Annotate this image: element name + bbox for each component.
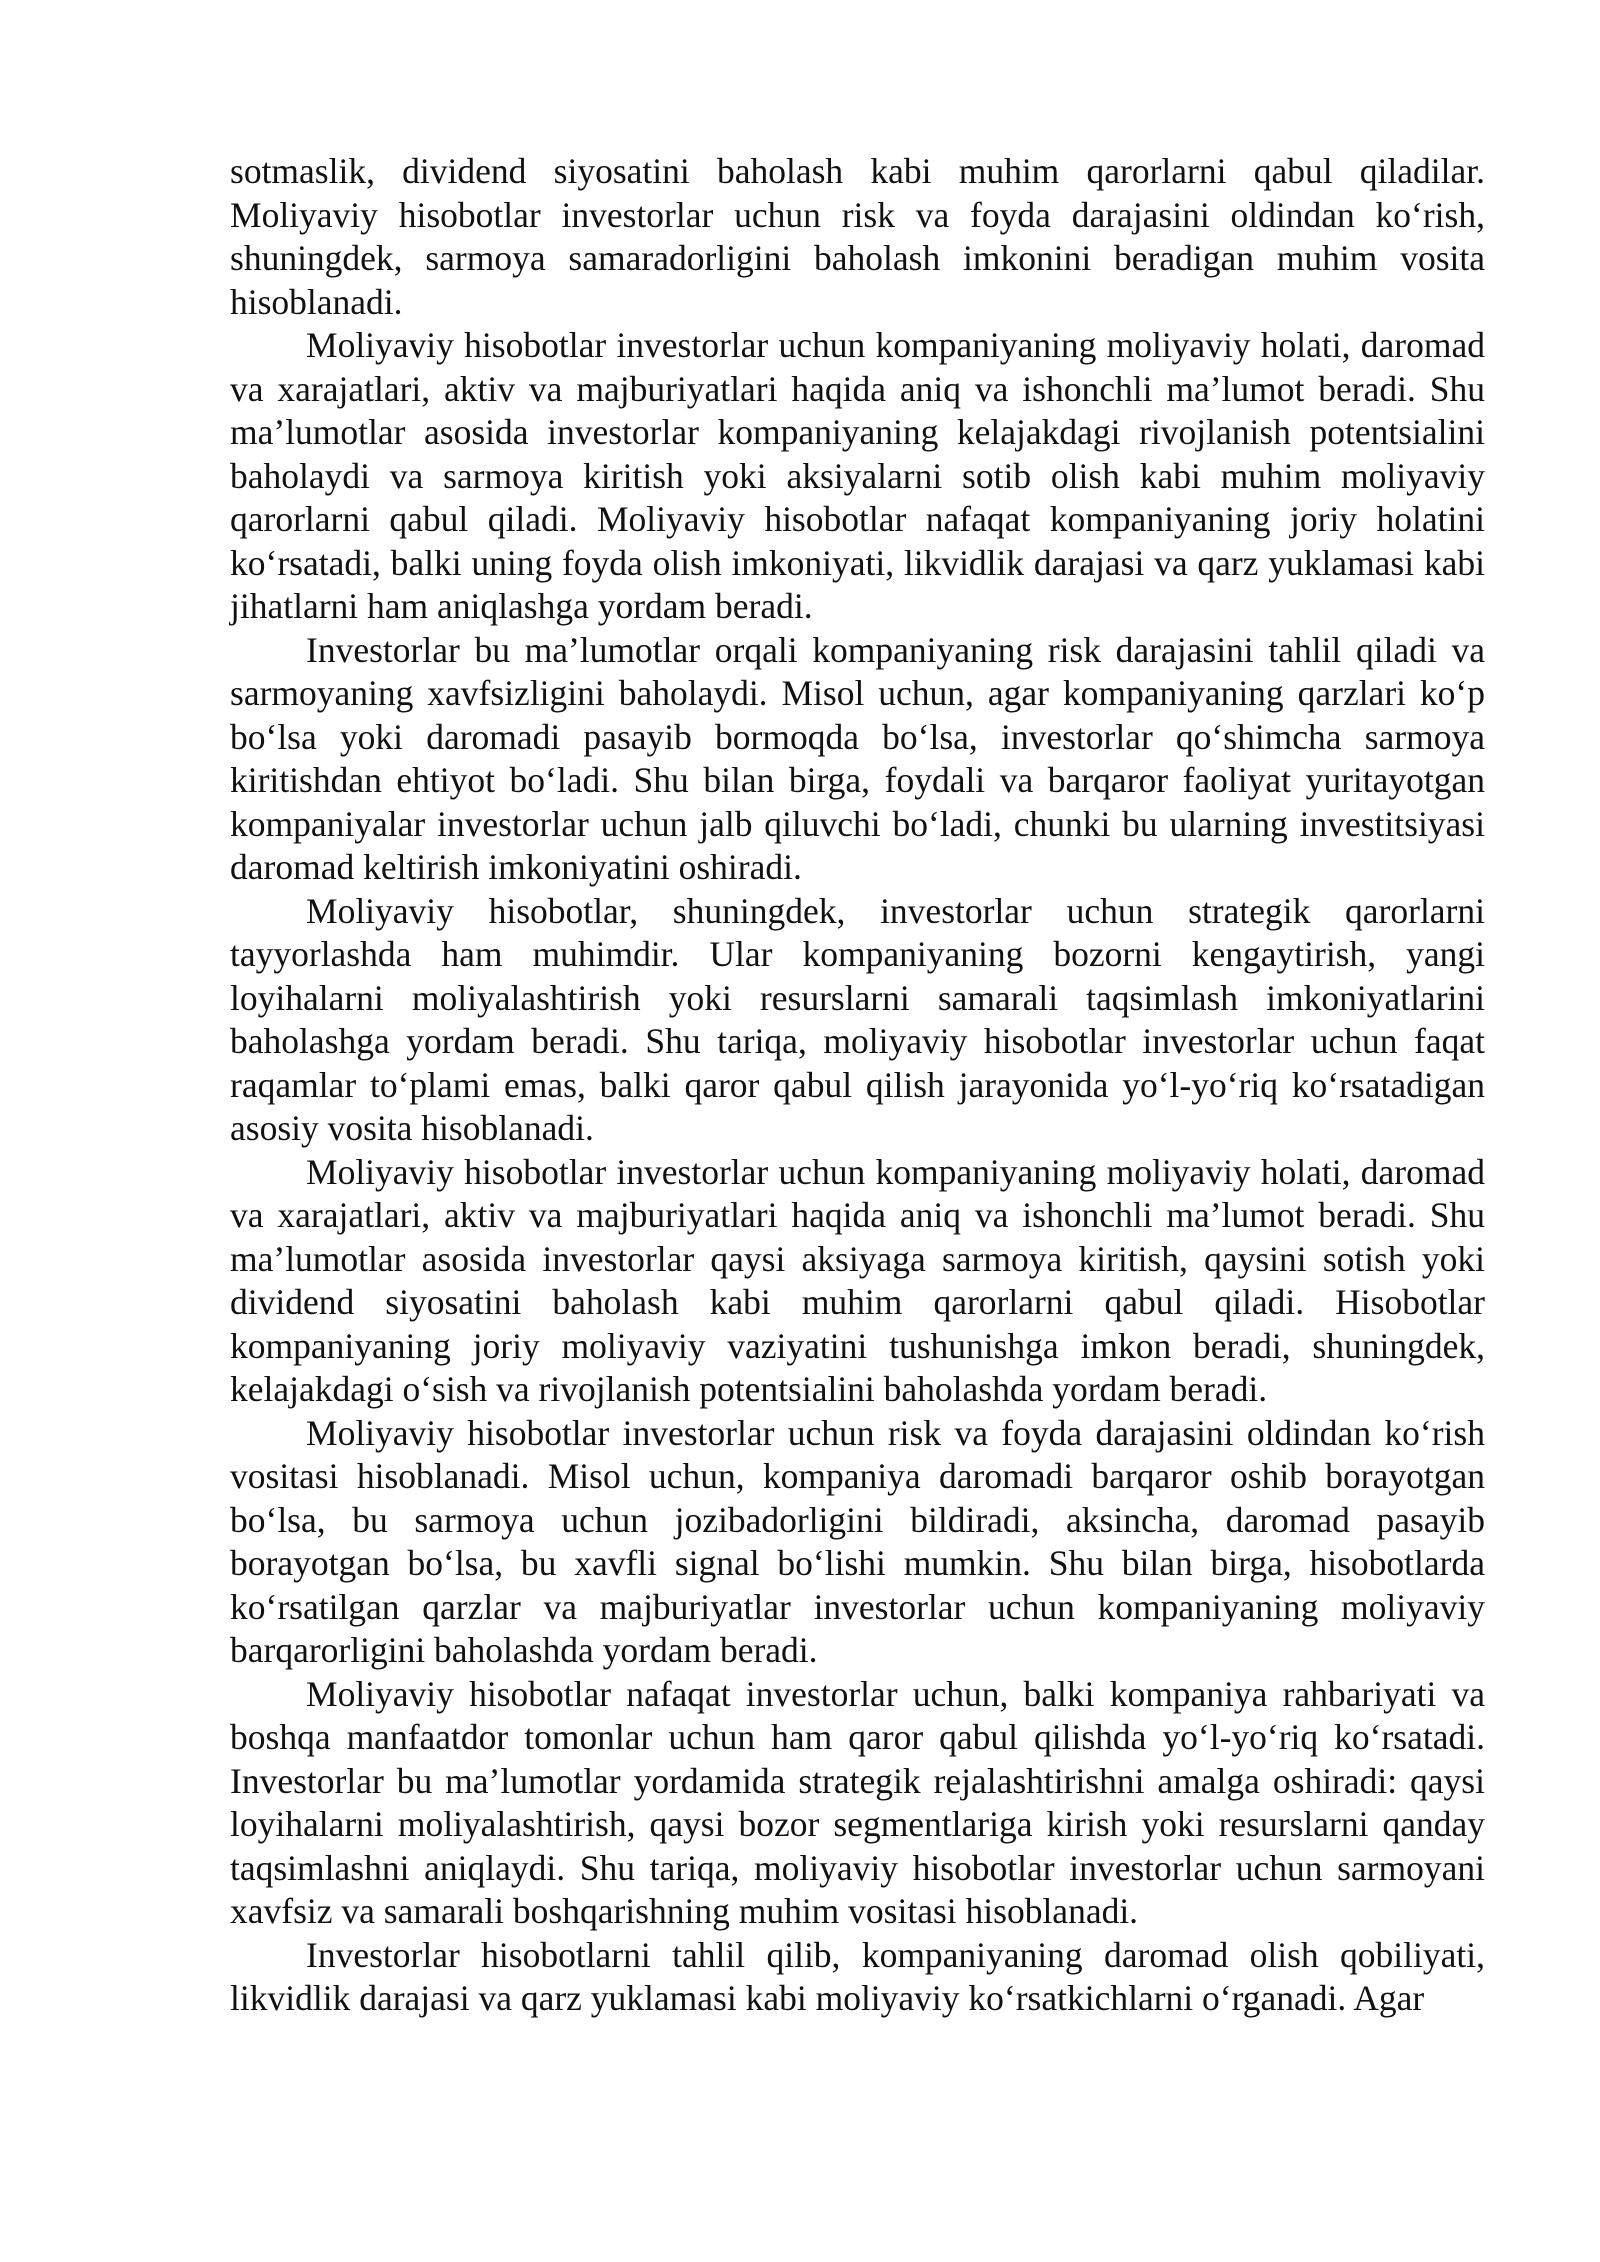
paragraph-trailing: Investorlar hisobotlarni tahlil qilib, kompaniyaning daromad olish qobiliyati, likvidlik darajasi va qarz yuklamasi kabi moliyaviy ko‘rsatkichlarni o‘rganadi. Agar [230,1934,1485,2018]
paragraph: Moliyaviy hisobotlar investorlar uchun risk va foyda darajasini oldindan ko‘rish vositasi hisoblanadi. Misol uchun, kompaniya daromadi barqaror oshib borayotgan bo‘lsa, bu sarmoya uchun jozibadorligini bildiradi, aksincha, daromad pasayib borayotgan bo‘lsa, bu xavfli signal bo‘lishi mumkin. Shu bilan birga, hisobotlarda ko‘rsatilgan qarzlar va majburiyatlar investorlar uchun kompaniyaning moliyaviy barqarorligini baholashda yordam beradi. [230,1412,1485,1670]
paragraph: Moliyaviy hisobotlar, shuningdek, investorlar uchun strategik qarorlarni tayyorlashda ham muhimdir. Ular kompaniyaning bozorni kengaytirish, yangi loyihalarni moliyalashtirish yoki resurslarni samarali taqsimlash imkoniyatlarini baholashga yordam beradi. Shu tariqa, moliyaviy hisobotlar investorlar uchun faqat raqamlar to‘plami emas, balki qaror qabul qilish jarayonida yo‘l-yo‘riq ko‘rsatadigan asosiy vosita hisoblanadi. [230,890,1485,1148]
paragraph: Moliyaviy hisobotlar investorlar uchun kompaniyaning moliyaviy holati, daromad va xarajatlari, aktiv va majburiyatlari haqida aniq va ishonchli ma’lumot beradi. Shu ma’lumotlar asosida investorlar kompaniyaning kelajakdagi rivojlanish potentsialini baholaydi va sarmoya kiritish yoki aksiyalarni sotib olish kabi muhim moliyaviy qarorlarni qabul qiladi. Moliyaviy hisobotlar nafaqat kompaniyaning joriy holatini ko‘rsatadi, balki uning foyda olish imkoniyati, likvidlik darajasi va qarz yuklamasi kabi jihatlarni ham aniqlashga yordam beradi. [230,325,1485,626]
paragraph: Moliyaviy hisobotlar investorlar uchun kompaniyaning moliyaviy holati, daromad va xarajatlari, aktiv va majburiyatlari haqida aniq va ishonchli ma’lumot beradi. Shu ma’lumotlar asosida investorlar qaysi aksiyaga sarmoya kiritish, qaysini sotish yoki dividend siyosatini baholash kabi muhim qarorlarni qabul qiladi. Hisobotlar kompaniyaning joriy moliyaviy vaziyatini tushunishga imkon beradi, shuningdek, kelajakdagi o‘sish va rivojlanish potentsialini baholashda yordam beradi. [230,1151,1485,1409]
document-page [230,150,1485,2021]
paragraph: Moliyaviy hisobotlar nafaqat investorlar uchun, balki kompaniya rahbariyati va boshqa manfaatdor tomonlar uchun ham qaror qabul qilishda yo‘l-yo‘riq ko‘rsatadi. Investorlar bu ma’lumotlar yordamida strategik rejalashtirishni amalga oshiradi: qaysi loyihalarni moliyalashtirish, qaysi bozor segmentlariga kirish yoki resurslarni qanday taqsimlashni aniqlaydi. Shu tariqa, moliyaviy hisobotlar investorlar uchun sarmoyani xavfsiz va samarali boshqarishning muhim vositasi hisoblanadi. [230,1673,1485,1931]
paragraph-continued: sotmaslik, dividend siyosatini baholash kabi muhim qarorlarni qabul qiladilar. Moliyaviy hisobotlar investorlar uchun risk va foyda darajasini oldindan ko‘rish, shuningdek, sarmoya samaradorligini baholash imkonini beradigan muhim vosita hisoblanadi. [230,151,1485,322]
paragraph: Investorlar bu ma’lumotlar orqali kompaniyaning risk darajasini tahlil qiladi va sarmoyaning xavfsizligini baholaydi. Misol uchun, agar kompaniyaning qarzlari ko‘p bo‘lsa yoki daromadi pasayib bormoqda bo‘lsa, investorlar qo‘shimcha sarmoya kiritishdan ehtiyot bo‘ladi. Shu bilan birga, foydali va barqaror faoliyat yuritayotgan kompaniyalar investorlar uchun jalb qiluvchi bo‘ladi, chunki bu ularning investitsiyasi daromad keltirish imkoniyatini oshiradi. [230,629,1485,887]
